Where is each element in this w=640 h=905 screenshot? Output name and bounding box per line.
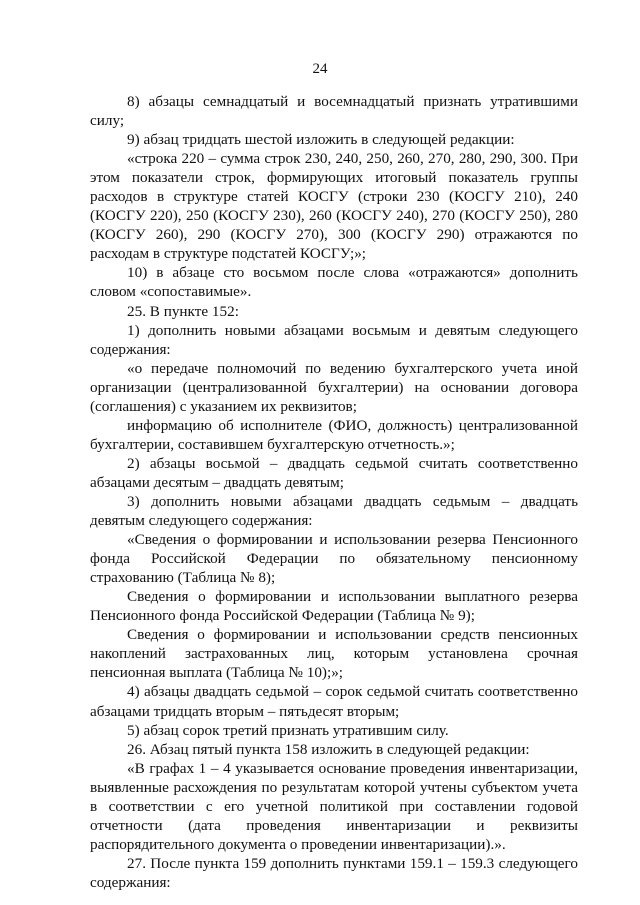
paragraph-item-9: 9) абзац тридцать шестой изложить в следующей редакции: xyxy=(127,131,515,149)
section-25-heading: 25. В пункте 152: xyxy=(127,302,239,320)
quoted-line-220-text: «строка 220 – сумма строк 230, 240, 250, 260, 270, 280, 290, 300. При этом показатели строк, формирующих итоговый показатель группы расходов в структуре статей КОСГУ (строки 230 (КОСГУ 210), 240 (КОСГУ 220), 250 (КОСГУ 230), 260 (КОСГУ 240), 270 (КОСГУ 250), 280 (КОСГУ 260), 290 (КОСГУ 270), 300 (КОСГУ 290) отражаются по расходам в структуре подстатей КОСГУ;»; xyxy=(90,150,578,263)
quoted-table-9-text: Сведения о формировании и использовании выплатного резерва Пенсионного фонда Российской Федерации (Таблица № 9); xyxy=(90,588,578,625)
quoted-executor-info-text: информацию об исполнителе (ФИО, должность) централизованной бухгалтерии, составившем бухгалтерскую отчетность.»; xyxy=(90,416,578,453)
section-26-heading: 26. Абзац пятый пункта 158 изложить в следующей редакции: xyxy=(127,740,530,758)
quoted-powers-transfer-text: «о передаче полномочий по ведению бухгалтерского учета иной организации (централизованной бухгалтерии) на основании договора (соглашения) с указанием их реквизитов; xyxy=(90,359,578,415)
quoted-table-8-text: «Сведения о формировании и использовании резерва Пенсионного фонда Российской Федерации по обязательному пенсионному страхованию (Таблица № 8); xyxy=(90,531,578,587)
paragraph-25-item-5: 5) абзац сорок третий признать утратившим силу. xyxy=(127,721,449,739)
paragraph-item-10: 10) в абзаце сто восьмом после слова «отражаются» дополнить словом «сопоставимые». xyxy=(90,264,578,301)
document-body xyxy=(90,92,578,892)
paragraph-25-item-1: 1) дополнить новыми абзацами восьмым и девятым следующего содержания: xyxy=(90,321,578,358)
paragraph-25-item-4: 4) абзацы двадцать седьмой – сорок седьмой считать соответственно абзацами тридцать вторым – пятьдесят вторым; xyxy=(90,683,578,720)
paragraph-item-8: 8) абзацы семнадцатый и восемнадцатый признать утратившими силу; xyxy=(90,93,578,130)
page-number: 24 xyxy=(312,61,328,77)
paragraph-25-item-2: 2) абзацы восьмой – двадцать седьмой считать соответственно абзацами десятым – двадцать девятым; xyxy=(90,454,578,491)
quoted-table-10-text: Сведения о формировании и использовании средств пенсионных накоплений застрахованных лиц, которым установлена срочная пенсионная выплата (Таблица № 10);»; xyxy=(90,626,578,682)
section-27-heading: 27. После пункта 159 дополнить пунктами 159.1 – 159.3 следующего содержания: xyxy=(90,854,578,891)
paragraph-25-item-3: 3) дополнить новыми абзацами двадцать седьмым – двадцать девятым следующего содержания: xyxy=(90,492,578,530)
quoted-inventory-text: «В графах 1 – 4 указывается основание проведения инвентаризации, выявленные расхождения по результатам которой учтены субъектом учета в соответствии с его учетной политикой при составлении годовой отчетности (дата проведения инвентаризации и реквизиты распорядительного документа о проведении инвентаризации).». xyxy=(90,759,578,853)
